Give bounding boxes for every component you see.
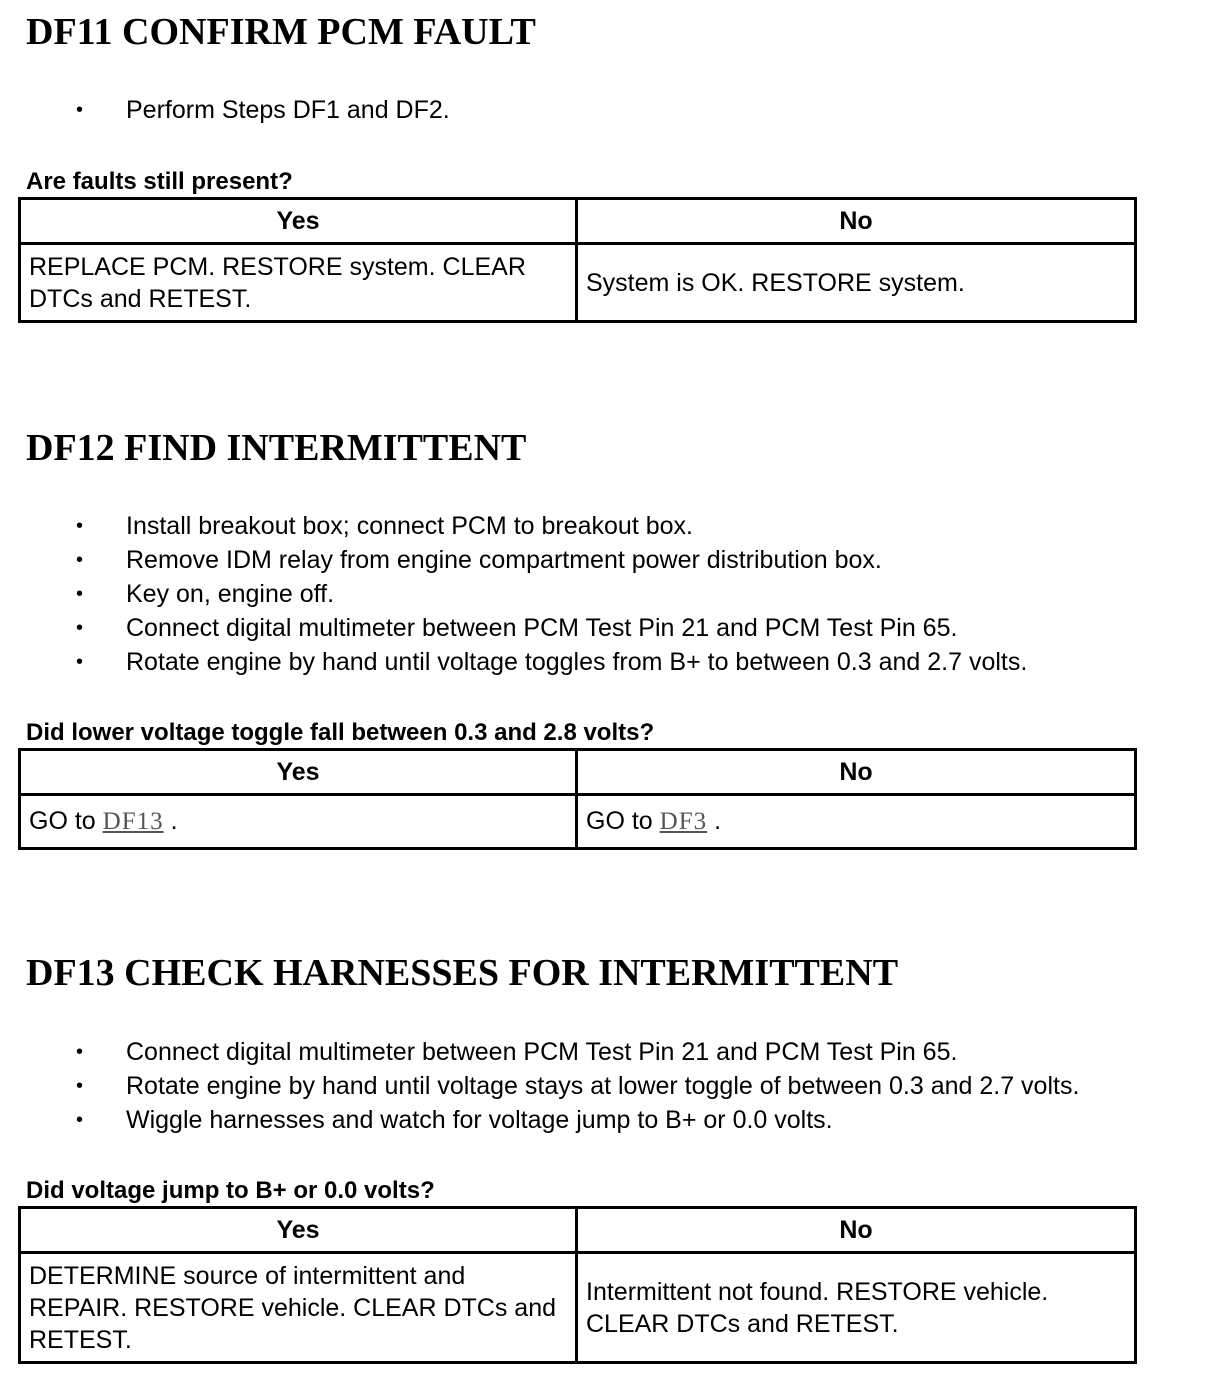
question-label: Did lower voltage toggle fall between 0.3 and 2.8 volts? bbox=[26, 719, 655, 746]
no-cell: Intermittent not found. RESTORE vehicle. CLEAR DTCs and RETEST. bbox=[577, 1253, 1136, 1363]
bullet-icon: • bbox=[76, 515, 84, 537]
no-cell: System is OK. RESTORE system. bbox=[577, 244, 1136, 322]
no-header: No bbox=[577, 750, 1136, 795]
decision-table bbox=[18, 748, 1137, 850]
decision-table bbox=[18, 197, 1137, 323]
df13-link[interactable]: DF13 bbox=[102, 808, 164, 835]
bullet-icon: • bbox=[76, 549, 84, 571]
question-label: Did voltage jump to B+ or 0.0 volts? bbox=[26, 1177, 435, 1204]
no-cell: GO to DF3 . bbox=[577, 795, 1136, 849]
df3-link[interactable]: DF3 bbox=[659, 808, 708, 835]
yes-header: Yes bbox=[20, 1208, 577, 1253]
bullet-icon: • bbox=[76, 651, 84, 673]
section-title: DF13 CHECK HARNESSES FOR INTERMITTENT bbox=[26, 952, 899, 994]
no-header: No bbox=[577, 1208, 1136, 1253]
bullet-icon: • bbox=[76, 99, 84, 121]
bullet-icon: • bbox=[76, 1075, 84, 1097]
decision-table bbox=[18, 1206, 1137, 1364]
yes-header: Yes bbox=[20, 750, 577, 795]
yes-header: Yes bbox=[20, 199, 577, 244]
bullet-icon: • bbox=[76, 583, 84, 605]
section-title: DF12 FIND INTERMITTENT bbox=[26, 427, 527, 469]
yes-cell: DETERMINE source of intermittent and REPAIR. RESTORE vehicle. CLEAR DTCs and RETEST. bbox=[20, 1253, 577, 1363]
no-header: No bbox=[577, 199, 1136, 244]
bullet-icon: • bbox=[76, 1109, 84, 1131]
bullet-icon: • bbox=[76, 617, 84, 639]
question-label: Are faults still present? bbox=[26, 168, 293, 195]
yes-cell: GO to DF13 . bbox=[20, 795, 577, 849]
bullet-icon: • bbox=[76, 1041, 84, 1063]
section-title: DF11 CONFIRM PCM FAULT bbox=[26, 11, 536, 53]
yes-cell: REPLACE PCM. RESTORE system. CLEAR DTCs and RETEST. bbox=[20, 244, 577, 322]
